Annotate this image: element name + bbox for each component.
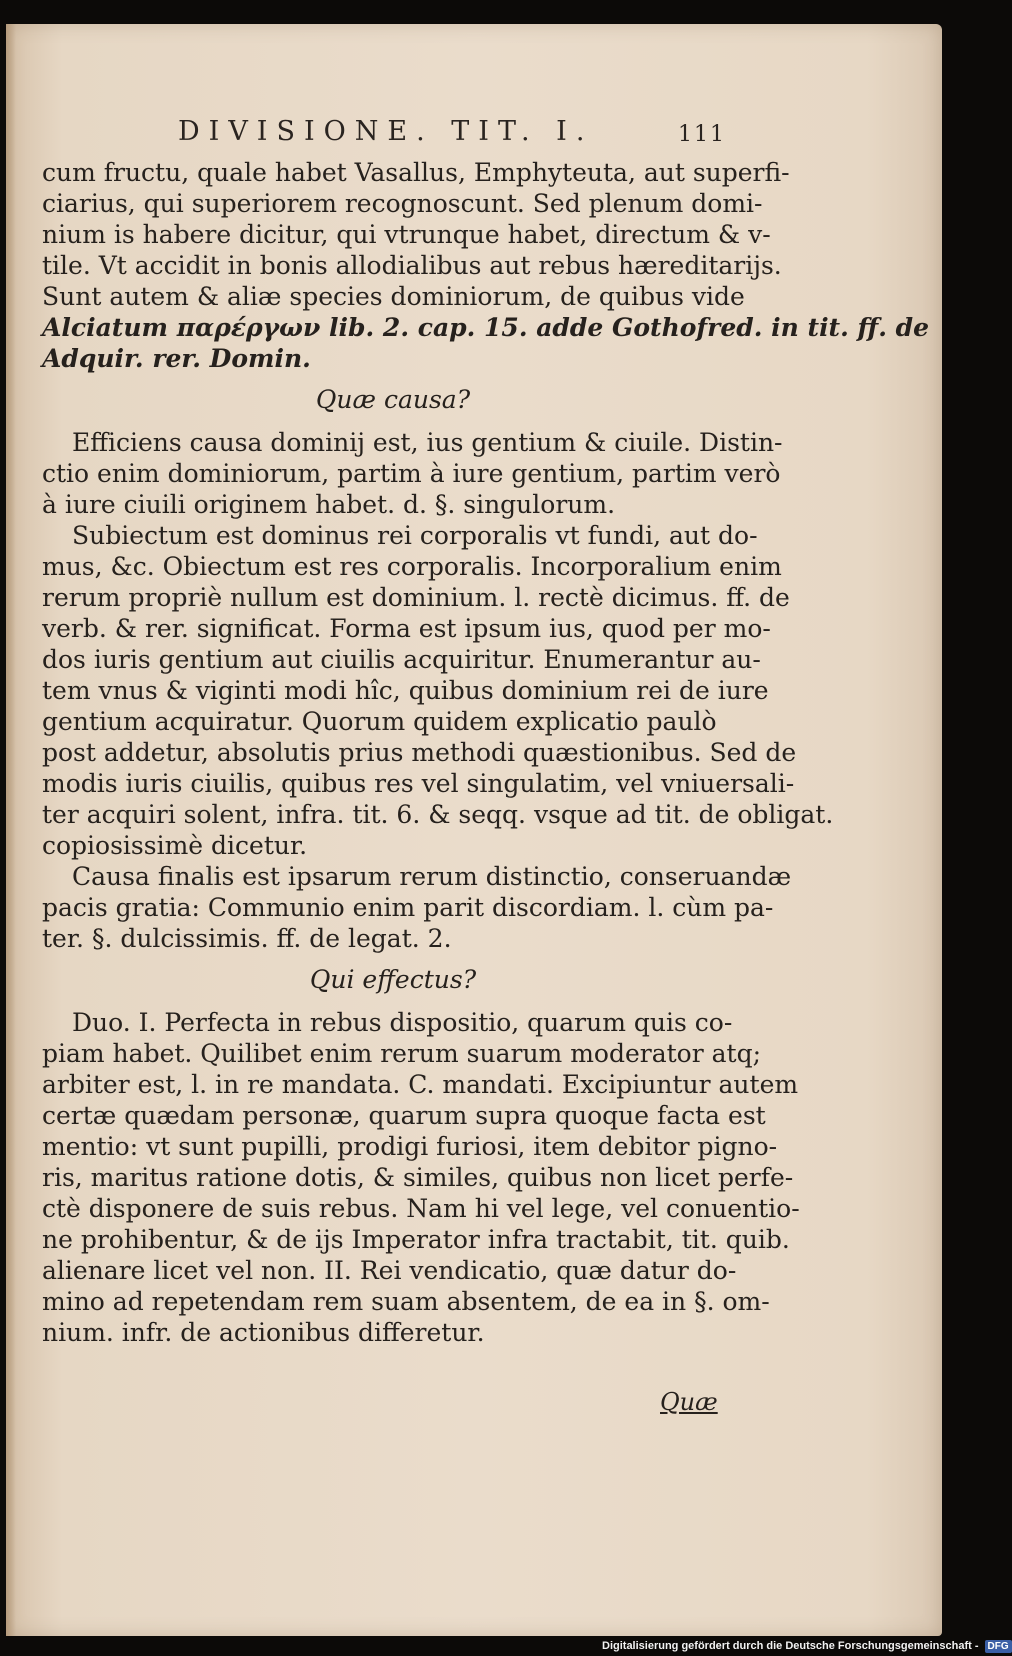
paragraph-efficiens: [42, 427, 783, 520]
text-line: gentium acquiratur. Quorum quidem explicatio paulò: [42, 707, 717, 736]
text-line: arbiter est, l. in re mandata. C. mandati. Excipiuntur autem: [42, 1070, 799, 1099]
text-line: tile. Vt accidit in bonis allodialibus aut rebus hæreditarijs.: [42, 251, 782, 280]
text-line: nium is habere dicitur, qui vtrunque habet, directum & v-: [42, 220, 771, 249]
text-line: tem vnus & viginti modi hîc, quibus dominium rei de iure: [42, 676, 769, 705]
text-line: piam habet. Quilibet enim rerum suarum moderator atq;: [42, 1039, 761, 1068]
text-line: mentio: vt sunt pupilli, prodigi furiosi, item debitor pigno-: [42, 1132, 778, 1161]
dfg-logo: DFG: [985, 1640, 1012, 1653]
book-page: [6, 24, 942, 1636]
main-text: [42, 157, 929, 1348]
text-line: mus, &c. Obiectum est res corporalis. Incorporalium enim: [42, 552, 782, 581]
running-head: [6, 116, 942, 156]
page-gutter-shadow: [6, 24, 16, 1636]
paragraph-duo: [42, 1007, 800, 1348]
text-line: dos iuris gentium aut ciuilis acquiritur. Enumerantur au-: [42, 645, 761, 674]
running-head-title: DIVISIONE. TIT. I.: [178, 116, 594, 147]
credit-text: Digitalisierung gefördert durch die Deutsche Forschungsgemeinschaft -: [602, 1640, 979, 1652]
text-line: ctio enim dominiorum, partim à iure gentium, partim verò: [42, 459, 781, 488]
catchword: Quæ: [660, 1388, 718, 1416]
text-line: ter. §. dulcissimis. ff. de legat. 2.: [42, 924, 452, 953]
text-line: ciarius, qui superiorem recognoscunt. Sed plenum domi-: [42, 189, 763, 218]
page-number: 111: [678, 122, 726, 147]
text-line: modis iuris ciuilis, quibus res vel singulatim, vel vniuersali-: [42, 769, 795, 798]
text-line: à iure ciuili originem habet. d. §. singulorum.: [42, 490, 616, 519]
text-line: cum fructu, quale habet Vasallus, Emphyteuta, aut superfi-: [42, 158, 790, 187]
text-line: ne prohibentur, & de ijs Imperator infra tractabit, tit. quib.: [42, 1225, 790, 1254]
text-line: Sunt autem & aliæ species dominiorum, de quibus vide: [42, 282, 745, 311]
text-line: copiosissimè dicetur.: [42, 831, 308, 860]
paragraph-subiectum: [42, 520, 834, 861]
text-line: pacis gratia: Communio enim parit discordiam. l. cùm pa-: [42, 893, 774, 922]
question-heading-effectus: Qui effectus?: [309, 965, 477, 994]
text-line: rerum propriè nullum est dominium. l. rectè dicimus. ff. de: [42, 583, 790, 612]
text-line: mino ad repetendam rem suam absentem, de ea in §. om-: [42, 1287, 770, 1316]
text-line: ter acquiri solent, infra. tit. 6. & seqq. vsque ad tit. de obligat.: [42, 800, 834, 829]
paragraph-dominium-types: [42, 157, 929, 374]
text-line: post addetur, absolutis prius methodi quæstionibus. Sed de: [42, 738, 797, 767]
citation-line: Adquir. rer. Domin.: [42, 344, 311, 373]
text-line: Subiectum est dominus rei corporalis vt fundi, aut do-: [72, 521, 758, 550]
text-line: Efficiens causa dominij est, ius gentium & ciuile. Distin-: [72, 428, 783, 457]
text-line: Causa finalis est ipsarum rerum distinctio, conseruandæ: [72, 862, 792, 891]
text-line: verb. & rer. significat. Forma est ipsum ius, quod per mo-: [42, 614, 771, 643]
text-line: ctè disponere de suis rebus. Nam hi vel lege, vel conuentio-: [42, 1194, 800, 1223]
text-line: nium. infr. de actionibus differetur.: [42, 1318, 485, 1347]
question-heading-causa: Quæ causa?: [315, 385, 471, 414]
text-line: Duo. I. Perfecta in rebus dispositio, quarum quis co-: [72, 1008, 733, 1037]
paragraph-causa-finalis: [42, 861, 792, 954]
text-line: ris, maritus ratione dotis, & similes, quibus non licet perfe-: [42, 1163, 794, 1192]
citation-line: Alciatum παρέργων lib. 2. cap. 15. adde Gothofred. in tit. ff. de: [42, 313, 929, 342]
text-line: alienare licet vel non. II. Rei vendicatio, quæ datur do-: [42, 1256, 737, 1285]
digitization-credit: [602, 1636, 1012, 1656]
text-line: certæ quædam personæ, quarum supra quoque facta est: [42, 1101, 766, 1130]
